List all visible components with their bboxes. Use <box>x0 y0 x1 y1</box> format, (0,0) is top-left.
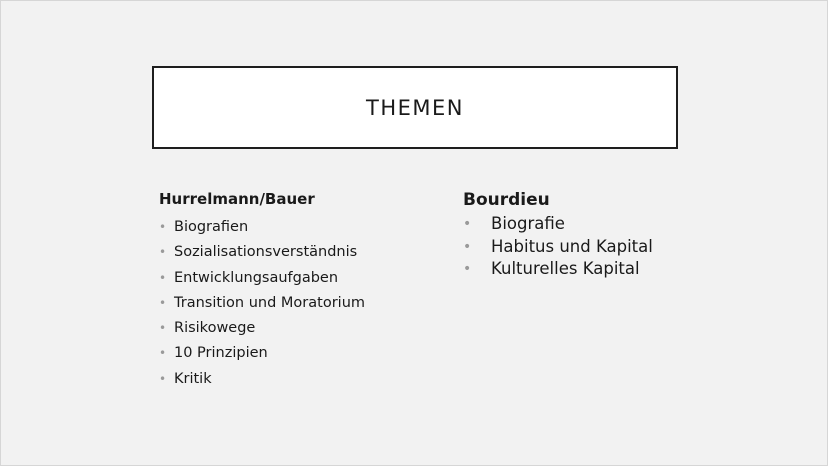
title-box <box>152 66 678 149</box>
list-item-label: Entwicklungsaufgaben <box>174 269 339 286</box>
list-item <box>463 236 743 259</box>
list-item <box>463 213 743 236</box>
slide-title: THEMEN <box>366 95 464 120</box>
list-item <box>159 266 439 291</box>
list-item-label: Kulturelles Kapital <box>491 259 640 278</box>
right-column-list <box>463 213 743 281</box>
list-item-label: Risikowege <box>174 320 256 337</box>
bullet-icon: • <box>159 270 167 285</box>
list-item <box>159 316 439 341</box>
list-item-label: Biografien <box>174 219 249 235</box>
list-item-label: Biografie <box>491 214 565 233</box>
list-item-label: 10 Prinzipien <box>174 345 268 362</box>
list-item <box>159 341 439 366</box>
bullet-icon: • <box>159 346 167 361</box>
bullet-icon: • <box>159 220 167 234</box>
list-item <box>159 291 439 316</box>
right-column-heading: Bourdieu <box>463 190 550 210</box>
left-column-heading: Hurrelmann/Bauer <box>159 190 315 208</box>
left-column <box>159 189 439 392</box>
list-item-label: Sozialisationsverständnis <box>174 244 358 261</box>
list-item-label: Habitus und Kapital <box>491 236 653 256</box>
bullet-icon: • <box>159 371 167 386</box>
list-item <box>159 367 439 392</box>
right-column <box>463 189 743 281</box>
bullet-icon: • <box>159 321 167 336</box>
bullet-icon: • <box>159 295 167 310</box>
list-item-label: Transition und Moratorium <box>174 294 366 311</box>
list-item-label: Kritik <box>174 370 212 387</box>
bullet-icon: • <box>463 216 472 232</box>
list-item <box>463 258 743 281</box>
left-column-list <box>159 215 439 392</box>
bullet-icon: • <box>159 245 167 260</box>
bullet-icon: • <box>463 238 472 255</box>
list-item <box>159 240 439 265</box>
list-item <box>159 215 439 240</box>
bullet-icon: • <box>463 261 472 277</box>
